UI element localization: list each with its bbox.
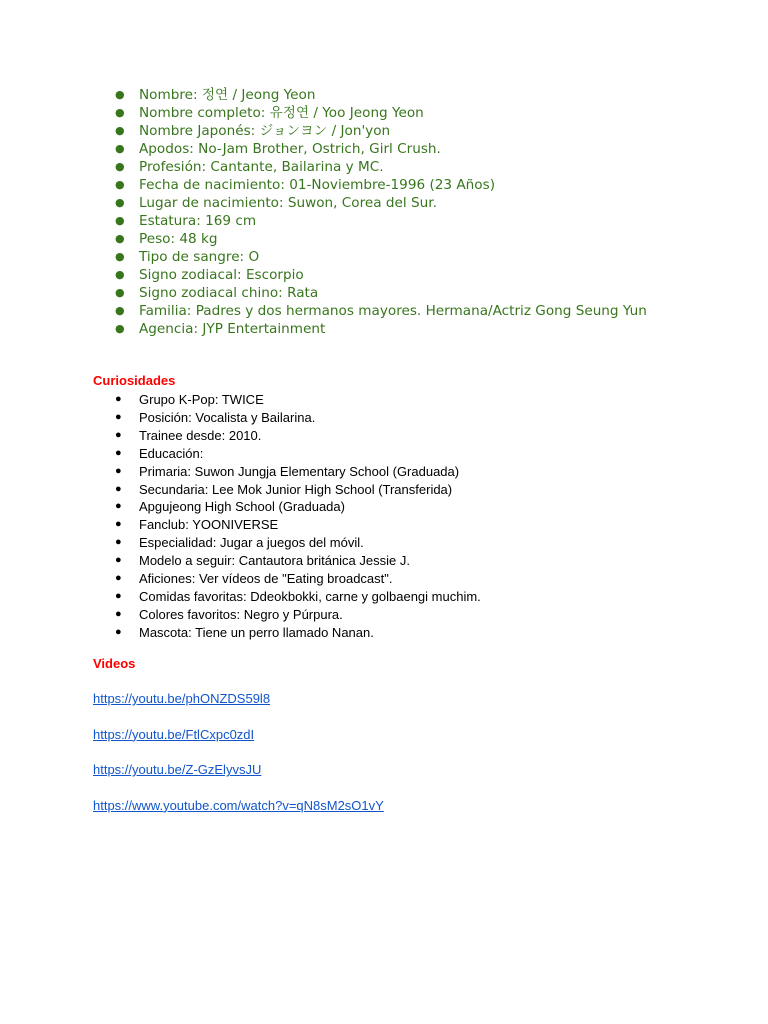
list-item-text: Modelo a seguir: Cantautora británica Jessie J.: [139, 553, 410, 569]
list-item-text: Primaria: Suwon Jungja Elementary School (Graduada): [139, 463, 460, 479]
video-link[interactable]: https://www.youtube.com/watch?v=qN8sM2sO1vY: [93, 797, 384, 813]
profile-item-signo-zodiacal: [93, 266, 693, 284]
list-item: [93, 391, 693, 409]
bullet-icon: ●: [115, 572, 122, 585]
bullet-icon: ●: [115, 106, 125, 119]
video-link[interactable]: https://youtu.be/phONZDS59l8: [93, 691, 271, 706]
list-item-text: Posición: Vocalista y Bailarina.: [139, 409, 316, 425]
bullet-icon: ●: [115, 536, 122, 549]
videos-heading: Videos: [93, 656, 136, 671]
video-link-item: [93, 726, 384, 762]
bullet-icon: ●: [115, 214, 125, 227]
bullet-icon: ●: [115, 393, 122, 405]
profile-item-apodos: [93, 140, 693, 158]
profile-item-text: Agencia: JYP Entertainment: [139, 321, 326, 337]
video-link-item: [93, 761, 384, 797]
profile-item-text: Lugar de nacimiento: Suwon, Corea del Sur.: [139, 195, 437, 211]
bullet-icon: ●: [115, 142, 125, 155]
profile-item-familia: [93, 302, 693, 320]
bullet-icon: ●: [115, 286, 125, 299]
bullet-icon: ●: [115, 428, 122, 441]
list-item-text: Colores favoritos: Negro y Púrpura.: [139, 606, 343, 622]
bullet-icon: ●: [115, 88, 125, 101]
profile-item-text: Estatura: 169 cm: [139, 213, 257, 229]
bullet-icon: ●: [115, 268, 125, 281]
curiosidades-list: [93, 391, 693, 642]
list-item: [93, 409, 693, 427]
list-item-text: Secundaria: Lee Mok Junior High School (Transferida): [139, 481, 453, 497]
profile-item-nombre-japones: [93, 122, 693, 140]
profile-item-nombre-completo: [93, 104, 693, 122]
bullet-icon: ●: [115, 178, 125, 191]
list-item-text: Educación:: [139, 445, 204, 461]
profile-item-agencia: [93, 320, 693, 338]
list-item-text: Grupo K-Pop: TWICE: [139, 392, 264, 407]
list-item: [93, 606, 693, 624]
list-item: [93, 427, 693, 445]
bullet-icon: ●: [115, 446, 122, 459]
list-item-text: Aficiones: Ver vídeos de "Eating broadcast".: [139, 571, 393, 587]
list-item: [93, 481, 693, 499]
bullet-icon: ●: [115, 482, 122, 495]
video-links-list: [93, 690, 384, 832]
bullet-icon: ●: [115, 250, 125, 263]
list-item-text: Comidas favoritas: Ddeokbokki, carne y golbaengi muchim.: [139, 588, 481, 604]
list-item: [93, 624, 693, 642]
profile-item-lugar-nacimiento: [93, 194, 693, 212]
profile-item-text: Tipo de sangre: O: [139, 249, 260, 265]
list-item-text: Especialidad: Jugar a juegos del móvil.: [139, 535, 364, 551]
bullet-icon: ●: [115, 518, 122, 531]
list-item-text: Apgujeong High School (Graduada): [139, 499, 345, 515]
profile-item-text: Nombre completo: 유정연 / Yoo Jeong Yeon: [139, 105, 424, 121]
profile-item-tipo-sangre: [93, 248, 693, 266]
curiosidades-heading: Curiosidades: [93, 373, 176, 388]
video-link-item: [93, 690, 384, 726]
profile-item-signo-chino: [93, 284, 693, 302]
bullet-icon: ●: [115, 500, 122, 513]
bullet-icon: ●: [115, 124, 125, 137]
bullet-icon: ●: [115, 554, 122, 567]
profile-item-text: Peso: 48 kg: [139, 231, 218, 247]
bullet-icon: ●: [115, 304, 125, 317]
profile-item-text: Signo zodiacal: Escorpio: [139, 267, 304, 283]
profile-item-estatura: [93, 212, 693, 230]
video-link-item: [93, 797, 384, 833]
list-item: [93, 498, 693, 516]
bullet-icon: ●: [115, 232, 125, 245]
list-item-text: Trainee desde: 2010.: [139, 427, 262, 443]
profile-item-text: Familia: Padres y dos hermanos mayores. Hermana/Actriz Gong Seung Yun: [139, 303, 647, 319]
bullet-icon: ●: [115, 625, 122, 638]
profile-item-peso: [93, 230, 693, 248]
profile-item-text: Nombre Japonés: ジョンヨン / Jon'yon: [139, 123, 391, 139]
profile-item-fecha-nacimiento: [93, 176, 693, 194]
bullet-icon: ●: [115, 410, 122, 423]
profile-item-text: Profesión: Cantante, Bailarina y MC.: [139, 159, 384, 175]
list-item: [93, 570, 693, 588]
bullet-icon: ●: [115, 607, 122, 620]
profile-item-text: Nombre: 정연 / Jeong Yeon: [139, 87, 316, 103]
list-item: [93, 588, 693, 606]
video-link[interactable]: https://youtu.be/Z-GzElyvsJU: [93, 762, 262, 778]
list-item: [93, 516, 693, 534]
profile-item-nombre: [93, 86, 693, 104]
profile-item-text: Signo zodiacal chino: Rata: [139, 285, 319, 301]
profile-item-text: Fecha de nacimiento: 01-Noviembre-1996 (23 Años): [139, 177, 495, 193]
list-item: [93, 534, 693, 552]
bullet-icon: ●: [115, 589, 122, 602]
video-link[interactable]: https://youtu.be/FtlCxpc0zdI: [93, 726, 255, 742]
bullet-icon: ●: [115, 464, 122, 477]
bullet-icon: ●: [115, 322, 125, 335]
bullet-icon: ●: [115, 160, 125, 173]
profile-list: [93, 86, 693, 338]
list-item-text: Mascota: Tiene un perro llamado Nanan.: [139, 624, 374, 640]
list-item: [93, 552, 693, 570]
list-item: [93, 445, 693, 463]
bullet-icon: ●: [115, 196, 125, 209]
profile-item-text: Apodos: No-Jam Brother, Ostrich, Girl Crush.: [139, 141, 441, 157]
list-item-text: Fanclub: YOONIVERSE: [139, 517, 279, 533]
list-item: [93, 463, 693, 481]
profile-item-profesion: [93, 158, 693, 176]
